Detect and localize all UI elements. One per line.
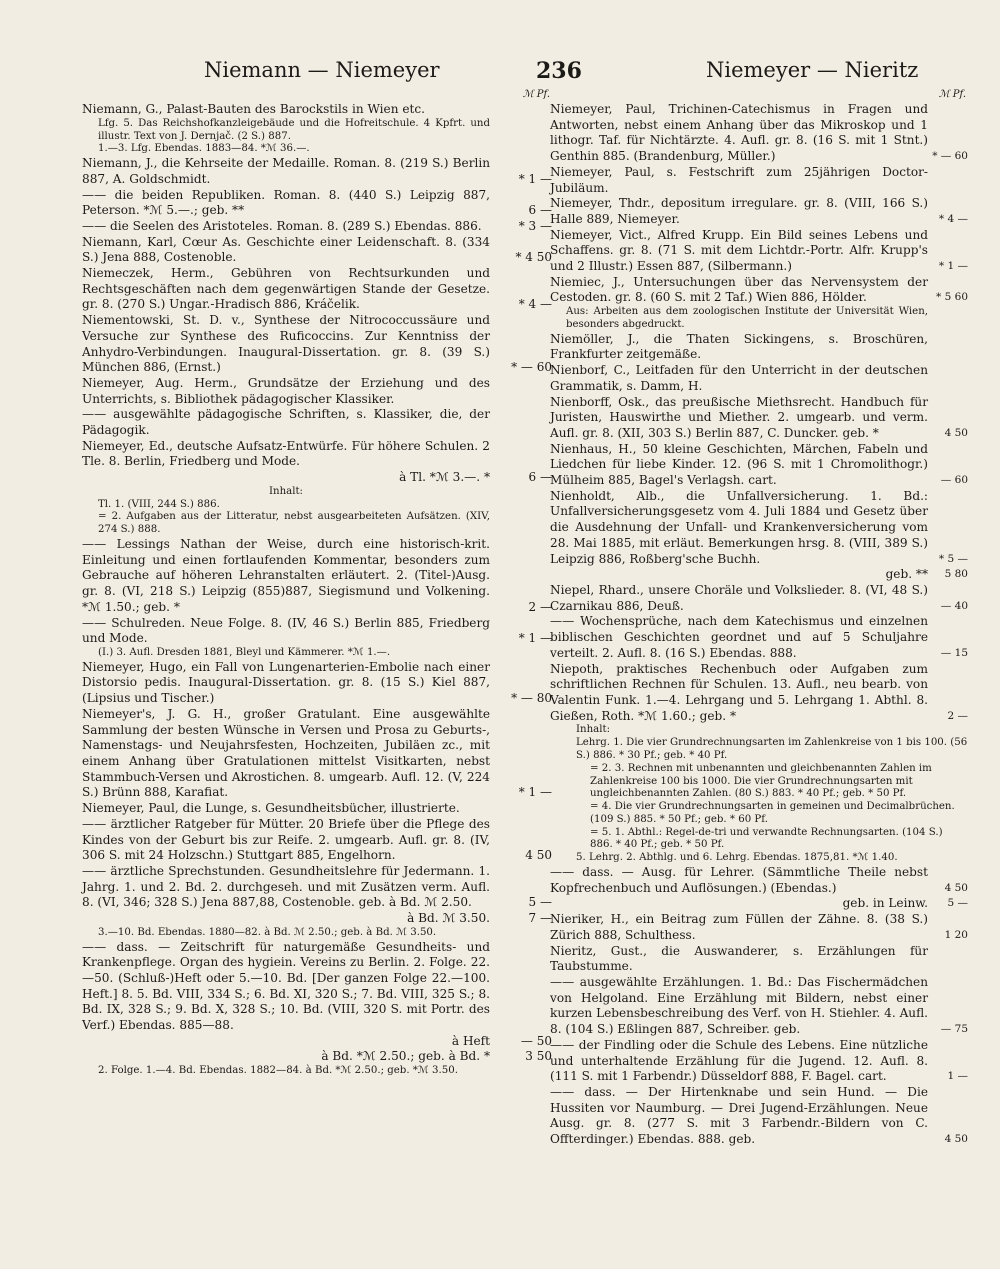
currency-header-left: ℳ Pf. — [522, 89, 550, 100]
catalog-entry — [550, 196, 968, 227]
contents-label: Inhalt: — [576, 724, 611, 736]
entry-price: * 4 — — [518, 297, 552, 312]
entry-price: 4 50 — [944, 426, 968, 439]
catalog-entry — [82, 864, 552, 911]
catalog-entry — [550, 975, 968, 1038]
entry-text: à Bd. *ℳ 2.50.; geb. à Bd. * — [321, 1049, 490, 1064]
entry-price: * 1 — — [518, 631, 552, 646]
catalog-entry — [82, 156, 552, 187]
entry-text: —— dass. — Ausg. für Lehrer. (Sämmtliche Theile nebst Kopfrechenbuch und Auflösungen.) (Ebendas.) — [550, 865, 928, 895]
entry-text: 1.—3. Lfg. Ebendas. 1883—84. *ℳ 36.—. — [98, 143, 310, 155]
left-column — [82, 88, 552, 1078]
contents-item: = 5. 1. Abthl.: Regel-de-tri und verwandte Rechnungsarten. (104 S.) 886. * 40 Pf.; geb. * 50 Pf. — [590, 826, 943, 851]
entry-text: Niemann, G., Palast-Bauten des Barockstils in Wien etc. — [82, 102, 425, 116]
entry-text: —— ärztlicher Ratgeber für Mütter. 20 Briefe über die Pflege des Kindes von der Geburt bis zur Reife. 2. umgearb. Aufl. gr. 8. (IV, 306 S. mit 24 Holzschn.) Stuttgart 885, Engelhorn. — [82, 816, 490, 863]
contents-item: = 2. 3. Rechnen mit unbenannten und gleichbenannten Zahlen im Zahlenkreise 100 bis 1000. Die vier Grundrechnungsarten mit ungleichbenannten Zahlen. (80 S.) 883. * 40 Pf.; geb. * 50 Pf. — [590, 762, 932, 800]
entry-price: 7 — — [528, 911, 552, 926]
catalog-entry — [550, 102, 968, 165]
contents-item: 5. Lehrg. 2. Abthlg. und 6. Lehrg. Ebendas. 1875,81. *ℳ 1.40. — [576, 852, 898, 864]
catalog-entry — [82, 235, 552, 266]
entry-text: Aus: Arbeiten aus dem zoologischen Institute der Universität Wien, besonders abgedruckt. — [566, 306, 928, 330]
entry-text: Niemeyer, Thdr., depositum irregulare. gr. 8. (VIII, 166 S.) Halle 889, Niemeyer. — [550, 196, 928, 226]
catalog-entry — [550, 363, 968, 394]
catalog-entry — [550, 165, 968, 196]
right-entries — [550, 102, 968, 724]
entry-price: — 40 — [940, 599, 968, 612]
entry-text: —— ärztliche Sprechstunden. Gesundheitslehre für Jedermann. 1. Jahrg. 1. und 2. Bd. 2. durchgeseh. und mit Zusätzen verm. Aufl. 8. (VI, 346; 328 S.) Jena 887,88, Costenoble. geb. à Bd. ℳ 2.50. — [82, 863, 490, 910]
entry-text: Nienborff, Osk., das preußische Miethsrecht. Handbuch für Juristen, Hauswirthe und Miether. 2. umgearb. und verm. Aufl. gr. 8. (XII, 303 S.) Berlin 887, C. Duncker. geb. * — [550, 394, 928, 440]
entry-text: Niemeyer's, J. G. H., großer Gratulant. Eine ausgewählte Sammlung der besten Wünsche in Versen und Prosa zu Geburts-, Namenstags- und Neujahrsfesten, Hochzeiten, Jubiläen zc., mit einem Anhang über Gratulationen mittelst Visitkarten, nebst Stammbuch-Versen und Akrostichen. 8. umgearb. Aufl. 12. (V, 224 S.) Brünn 888, Karafiat. — [82, 706, 490, 800]
entry-price: * 5 60 — [936, 291, 968, 304]
entry-price: 3 50 — [525, 1049, 552, 1064]
catalog-entry — [550, 1085, 968, 1148]
entry-price: * 3 — — [518, 218, 552, 233]
header-left: Niemann — Niemeyer — [204, 58, 440, 82]
entry-price: 5 — — [947, 897, 968, 910]
catalog-entry — [82, 1049, 552, 1065]
entry-text: —— Lessings Nathan der Weise, durch eine historisch-krit. Einleitung und einen fortlaufenden Kommentar, besonders zum Gebrauche auf höheren Lehranstalten erläutert. 2. (Titel-)Ausg. gr. 8. (VI, 218 S.) Leipzig (855)887, Siegismund und Volkening. *ℳ 1.50.; geb. * — [82, 537, 490, 614]
entry-text: Niementowski, St. D. v., Synthese der Nitrococcussäure und Versuche zur Synthese des Ruficoccins. Zur Kenntniss der Anhydro-Verbindungen. Inaugural-Dissertation. gr. 8. (39 S.) München 886, (Ernst.) — [82, 313, 490, 375]
catalog-entry — [82, 313, 552, 376]
catalog-entry — [82, 118, 552, 144]
entry-price: 4 50 — [525, 848, 552, 863]
contents-list — [550, 737, 968, 865]
entry-text: geb. ** — [885, 567, 928, 582]
entry-price: 5 — — [528, 895, 552, 910]
catalog-entry — [82, 1065, 552, 1078]
entry-text: Niepoth, praktisches Rechenbuch oder Aufgaben zum schriftlichen Rechnen für Schulen. 13. Aufl., neu bearb. von Valentin Funk. 1.—4. Lehrgang und 5. Lehrgang 1. Abthl. 8. Gießen, Roth. *ℳ 1.60.; geb. * — [550, 661, 928, 723]
entry-text: Niemiec, J., Untersuchungen über das Nervensystem der Cestoden. gr. 8. (60 S. mit 2 Taf.) Wien 886, Hölder. — [550, 274, 928, 305]
catalog-entry — [82, 266, 552, 313]
entry-price: 2 — — [947, 709, 968, 722]
entry-text: 3.—10. Bd. Ebendas. 1880—82. à Bd. ℳ 2.50.; geb. à Bd. ℳ 3.50. — [98, 926, 437, 938]
right-entries-continued — [550, 865, 968, 1148]
catalog-entry — [82, 219, 552, 235]
catalog-entry — [82, 817, 552, 864]
entry-text: Niemeyer, Paul, Trichinen-Catechismus in Fragen und Antworten, nebst einem Anhang über das Mikroskop und 1 lithogr. Taf. für Nichtärzte. 4. Aufl. gr. 8. (16 S. mit 1 Stnt.) Genthin 885. (Brandenburg, Müller.) — [550, 102, 928, 164]
entry-text: Tl. 1. (VIII, 244 S.) 886. — [98, 498, 220, 510]
entry-price: * — 80 — [511, 691, 552, 706]
catalog-entry — [550, 567, 968, 583]
entry-text: —— die Seelen des Aristoteles. Roman. 8. (289 S.) Ebendas. 886. — [82, 218, 482, 233]
entry-text: Inhalt: — [268, 485, 303, 497]
catalog-entry — [82, 647, 552, 660]
catalog-entry — [550, 332, 968, 363]
catalog-entry — [82, 537, 552, 616]
entry-text: Niemeyer, Paul, s. Festschrift zum 25jährigen Doctor-Jubiläum. — [550, 164, 928, 195]
entry-price: * — 60 — [511, 360, 552, 375]
entry-text: —— der Findling oder die Schule des Lebens. Eine nützliche und unterhaltende Erzählung für die Jugend. 12. Aufl. 8. (111 S. mit 1 Farbendr.) Düsseldorf 888, F. Bagel. cart. — [550, 1037, 928, 1084]
catalog-entry — [82, 102, 552, 118]
entry-price: * — 60 — [932, 150, 968, 163]
entry-price: 6 — — [528, 470, 552, 485]
catalog-entry — [82, 927, 552, 940]
entry-text: Niemeyer, Paul, die Lunge, s. Gesundheitsbücher, illustrierte. — [82, 801, 460, 816]
entry-price: * 5 — — [938, 552, 968, 565]
entry-text: Nienholdt, Alb., die Unfallversicherung. 1. Bd.: Unfallversicherungsgesetz vom 4. Juli 1884 und Gesetz über die Ausdehnung der Unfall- und Krankenversicherung vom 28. Mai 1885, mit erläut. Bemerkungen hrsg. 8. (VIII, 389 S.) Leipzig 886, Roßberg'sche Buchh. — [550, 488, 928, 566]
entry-text: Lfg. 5. Das Reichshofkanzleigebäude und die Hofreitschule. 4 Kpfrt. und illustr. Text von J. Dernjač. (2 S.) 887. — [98, 117, 490, 142]
entry-text: Nienhaus, H., 50 kleine Geschichten, Märchen, Fabeln und Liedchen für liebe Kinder. 12. (96 S. mit 1 Chromolithogr.) Mülheim 885, Bagel's Verlagsh. cart. — [550, 441, 928, 488]
entry-price: 4 50 — [944, 1133, 968, 1146]
catalog-entry — [82, 511, 552, 537]
entry-price: 2 — — [528, 599, 552, 614]
catalog-entry — [82, 801, 552, 817]
entry-text: à Tl. *ℳ 3.—. * — [399, 470, 490, 485]
catalog-entry — [550, 489, 968, 568]
catalog-entry — [550, 583, 968, 614]
catalog-entry — [82, 660, 552, 707]
running-header — [80, 58, 960, 88]
catalog-entry — [550, 912, 968, 943]
entry-text: —— ausgewählte Erzählungen. 1. Bd.: Das Fischermädchen von Helgoland. Eine Erzählung mit Bildern, nebst einer kurzen Lebensbeschreibung des Verf. von H. Stiehler. 4. Aufl. 8. (104 S.) Eßlingen 887, Schreiber. geb. — [550, 975, 928, 1037]
currency-header-right: ℳ Pf. — [938, 89, 966, 100]
entry-text: à Heft — [451, 1033, 490, 1048]
entry-text: Niemann, Karl, Cœur As. Geschichte einer Leidenschaft. 8. (334 S.) Jena 888, Costenoble. — [82, 234, 490, 265]
entry-price: 1 20 — [944, 928, 968, 941]
entry-text: Nieriker, H., ein Beitrag zum Füllen der Zähne. 8. (38 S.) Zürich 888, Schulthess. — [550, 912, 928, 942]
entry-text: à Bd. ℳ 3.50. — [407, 911, 490, 926]
catalog-entry — [550, 614, 968, 661]
catalog-entry — [82, 616, 552, 647]
entry-price: 1 — — [947, 1070, 968, 1083]
entry-text: Niemeyer, Aug. Herm., Grundsätze der Erziehung und des Unterrichts, s. Bibliothek pädagogischer Klassiker. — [82, 375, 490, 406]
catalog-entry — [82, 1034, 552, 1050]
entry-text: Niemöller, J., die Thaten Sickingens, s. Broschüren, Frankfurter zeitgemäße. — [550, 331, 928, 362]
catalog-entry — [82, 143, 552, 156]
entry-text: Nieritz, Gust., die Auswanderer, s. Erzählungen für Taubstumme. — [550, 943, 928, 974]
catalog-entry — [82, 439, 552, 470]
catalog-entry — [82, 376, 552, 407]
entry-text: = 2. Aufgaben aus der Litteratur, nebst ausgearbeiteten Aufsätzen. (XIV, 274 S.) 888. — [98, 511, 490, 536]
entry-text: Niemeyer, Hugo, ein Fall von Lungenarterien-Embolie nach einer Distorsio pedis. Inaugural-Dissertation. gr. 8. (15 S.) Kiel 887, (Lipsius und Tischer.) — [82, 659, 490, 706]
entry-price: — 50 — [520, 1033, 552, 1048]
entry-text: (I.) 3. Aufl. Dresden 1881, Bleyl und Kämmerer. *ℳ 1.—. — [98, 646, 391, 658]
catalog-entry — [550, 442, 968, 489]
catalog-entry — [82, 707, 552, 801]
entry-text: —— Schulreden. Neue Folge. 8. (IV, 46 S.) Berlin 885, Friedberg und Mode. — [82, 615, 490, 646]
entry-text: geb. in Leinw. — [842, 896, 928, 911]
entry-text: Niepel, Rhard., unsere Choräle und Volkslieder. 8. (VI, 48 S.) Czarnikau 886, Deuß. — [550, 582, 928, 613]
catalog-entry — [550, 865, 968, 896]
entry-text: Niemeyer, Ed., deutsche Aufsatz-Entwürfe. Für höhere Schulen. 2 Tle. 8. Berlin, Friedberg und Mode. — [82, 438, 490, 469]
contents-item: Lehrg. 1. Die vier Grundrechnungsarten im Zahlenkreise von 1 bis 100. (56 S.) 886. * 30 Pf.; geb. * 40 Pf. — [576, 737, 968, 761]
catalog-entry — [550, 1038, 968, 1085]
page-number: 236 — [536, 58, 582, 84]
catalog-entry — [550, 306, 968, 332]
catalog-entry — [550, 275, 968, 306]
header-right: Niemeyer — Nieritz — [706, 58, 919, 82]
catalog-entry — [82, 486, 552, 499]
catalog-entry — [550, 944, 968, 975]
entry-text: —— Wochensprüche, nach dem Katechismus und einzelnen biblischen Geschichten geordnet und auf 5 Schuljahre verteilt. 2. Aufl. 8. (16 S.) Ebendas. 888. — [550, 614, 928, 660]
catalog-entry — [82, 407, 552, 438]
entry-price: 5 80 — [944, 568, 968, 581]
catalog-entry — [82, 911, 552, 927]
entry-text: —— ausgewählte pädagogische Schriften, s. Klassiker, die, der Pädagogik. — [82, 407, 490, 438]
entry-price: — 60 — [940, 474, 968, 487]
entry-text: Niemann, J., die Kehrseite der Medaille. Roman. 8. (219 S.) Berlin 887, A. Goldschmidt. — [82, 156, 490, 186]
entry-text: Nienborf, C., Leitfaden für den Unterricht in der deutschen Grammatik, s. Damm, H. — [550, 363, 928, 393]
entry-price: * 1 — — [938, 260, 968, 273]
catalog-entry — [550, 395, 968, 442]
entry-text: —— dass. — Der Hirtenknabe und sein Hund. — Die Hussiten vor Naumburg. — Drei Jugend-Erzählungen. Neue Ausg. gr. 8. (277 S. mit 3 Farbendr.-Bildern von C. Offterdinger.) Ebendas. 888. geb. — [550, 1084, 928, 1147]
right-column — [550, 88, 968, 1148]
catalog-entry — [550, 896, 968, 912]
entry-price: 6 — — [528, 203, 552, 218]
entry-price: * 4 50 — [515, 250, 552, 265]
catalog-entry — [82, 499, 552, 512]
left-entries — [82, 102, 552, 1078]
niepoth-contents — [550, 724, 968, 865]
catalog-entry — [550, 228, 968, 275]
entry-price: * 1 — — [518, 171, 552, 186]
entry-price: 4 50 — [944, 881, 968, 894]
catalog-entry — [82, 470, 552, 486]
entry-text: 2. Folge. 1.—4. Bd. Ebendas. 1882—84. à Bd. *ℳ 2.50.; geb. *ℳ 3.50. — [98, 1065, 458, 1077]
entry-text: —— dass. — Zeitschrift für naturgemäße Gesundheits- und Krankenpflege. Organ des hygiein. Vereins zu Berlin. 2. Folge. 22.—50. (Schluß-)Heft oder 5.—10. Bd. [Der ganzen Folge 22.—100. Heft.] 8. 5. Bd. VIII, 334 S.; 6. Bd. XI, 320 S.; 7. Bd. VIII, 325 S.; 8. Bd. IX, 328 S.; 9. Bd. X, 328 S.; 10. Bd. (VIII, 320 S. mit Portr. des Verf.) Ebendas. 885—88. — [82, 939, 490, 1033]
contents-item: = 4. Die vier Grundrechnungsarten in gemeinen und Decimalbrüchen. (109 S.) 885. * 50 Pf.; geb. * 60 Pf. — [590, 801, 955, 825]
entry-price: * 1 — — [518, 785, 552, 800]
entry-text: Niemeczek, Herm., Gebühren von Rechtsurkunden und Rechtsgeschäften nach dem gegenwärtigen Stande der Gesetze. gr. 8. (270 S.) Ungar.-Hradisch 886, Kráčelik. — [82, 266, 490, 312]
entry-price: — 75 — [940, 1023, 968, 1036]
catalog-entry — [82, 940, 552, 1034]
catalog-entry — [550, 662, 968, 725]
entry-price: * 4 — — [938, 212, 968, 225]
entry-text: —— die beiden Republiken. Roman. 8. (440 S.) Leipzig 887, Peterson. *ℳ 5.—.; geb. ** — [82, 187, 490, 218]
catalog-entry — [82, 188, 552, 219]
entry-price: — 15 — [940, 646, 968, 659]
entry-text: Niemeyer, Vict., Alfred Krupp. Ein Bild seines Lebens und Schaffens. gr. 8. (71 S. mit dem Lichtdr.-Portr. Alfr. Krupp's und 2 Illustr.) Essen 887, (Silbermann.) — [550, 227, 928, 274]
